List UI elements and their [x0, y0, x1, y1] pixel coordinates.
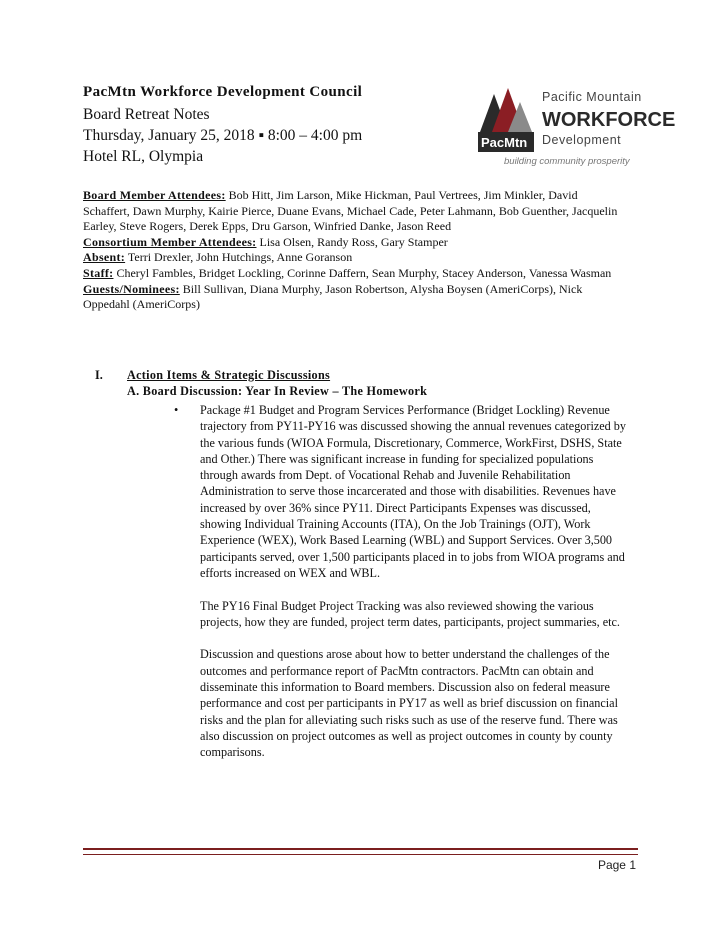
org-title: PacMtn Workforce Development Council	[83, 84, 363, 100]
consortium-list: Lisa Olsen, Randy Ross, Gary Stamper	[256, 234, 448, 249]
date-line: Thursday, January 25, 2018 ▪ 8:00 – 4:00 pm	[83, 127, 363, 144]
footer-divider	[83, 848, 638, 855]
staff-members	[83, 266, 623, 282]
pacmtn-logo	[474, 86, 676, 168]
board-attendees	[83, 188, 623, 235]
consortium-label: Consortium Member Attendees:	[83, 234, 257, 249]
consortium-attendees	[83, 235, 623, 251]
board-attendees-label: Board Member Attendees:	[83, 188, 226, 202]
page-number: Page 1	[597, 858, 636, 872]
logo-line3: Development	[542, 133, 622, 147]
paragraph-budget-tracking: The PY16 Final Budget Project Tracking was also reviewed showing the various projects, how they are funded, project term dates, participants, project summaries, etc.	[200, 598, 620, 629]
absent-members	[83, 250, 623, 266]
paragraph-discussion: Discussion and questions arose about how to better understand the challenges of the outcomes and performance report of PacMtn contractors. PacMtn can obtain and disseminate this information to Board members. Discussion also on federal measure performance and cost per participants in PY17 as well as brief discussion on financial risks and the plan for alleviating such risks such as use of the reserve fund. There was also discussion on project outcomes as well as project outcomes in county by county comparisons.	[200, 647, 618, 760]
attendees-block	[83, 188, 623, 313]
absent-list: Terri Drexler, John Hutchings, Anne Goranson	[125, 250, 353, 265]
guests-label: Guests/Nominees:	[83, 281, 180, 296]
subsection-heading: A. Board Discussion: Year In Review – The Homework	[127, 384, 428, 398]
guests-list: Bill Sullivan, Diana Murphy, Jason Robertson, Alysha Boysen (AmeriCorps), Nick Oppedahl (AmeriCorps)	[83, 281, 583, 312]
doc-title: Board Retreat Notes	[83, 106, 210, 123]
section-action-items	[95, 367, 635, 400]
section-heading: Action Items & Strategic Discussions	[127, 368, 331, 382]
bullet-marker: •	[174, 403, 179, 417]
logo-badge-text: PacMtn	[481, 135, 528, 150]
board-attendees-list: Bob Hitt, Jim Larson, Mike Hickman, Paul Vertrees, Jim Minkler, David Schaffert, Dawn Murphy, Kairie Pierce, Duane Evans, Michael Cade, Peter Lahmann, Bob Guenther, Jacquelin Earley, Steve Rogers, Derek Epps, Dru Garson, Winfried Danke, Jason Reed	[83, 188, 618, 234]
section-number: I.	[95, 368, 103, 382]
staff-label: Staff:	[83, 265, 114, 280]
logo-tagline: building community prosperity	[504, 156, 630, 167]
guests-nominees	[83, 282, 623, 313]
bullet-item	[174, 402, 632, 777]
location-line: Hotel RL, Olympia	[83, 148, 204, 165]
logo-line2: WORKFORCE	[542, 109, 676, 131]
absent-label: Absent:	[83, 250, 126, 265]
staff-list: Cheryl Fambles, Bridget Lockling, Corinne Daffern, Sean Murphy, Stacey Anderson, Vanessa Wasman	[113, 265, 612, 280]
document-header	[83, 82, 463, 167]
section-heading-row	[95, 367, 635, 383]
paragraph-budget-performance: Package #1 Budget and Program Services Performance (Bridget Lockling) Revenue trajectory from PY11-PY16 was discussed showing the annual revenues categorized by the various funds (WIOA Formula, Discretionary, Commerce, WorkFirst, DSHS, State and Other.) There was significant increase in funding for specialized populations through awards from Dept. of Vocational Rehab and Juvenile Rehabilitation Administration to serve those incarcerated and those with disabilities. Revenues have increased by over 36% since PY11. Direct Participants Expenses was discussed, showing Individual Training Accounts (ITA), On the Job Trainings (OJT), Work Experience (WEX), Work Based Learning (WBL) and Support Services. Over 3,500 participants served, over 1,500 participants placed in to jobs from WIOA programs and efforts increased on WEX and WBL.	[200, 403, 626, 580]
logo-line1: Pacific Mountain	[542, 90, 642, 104]
